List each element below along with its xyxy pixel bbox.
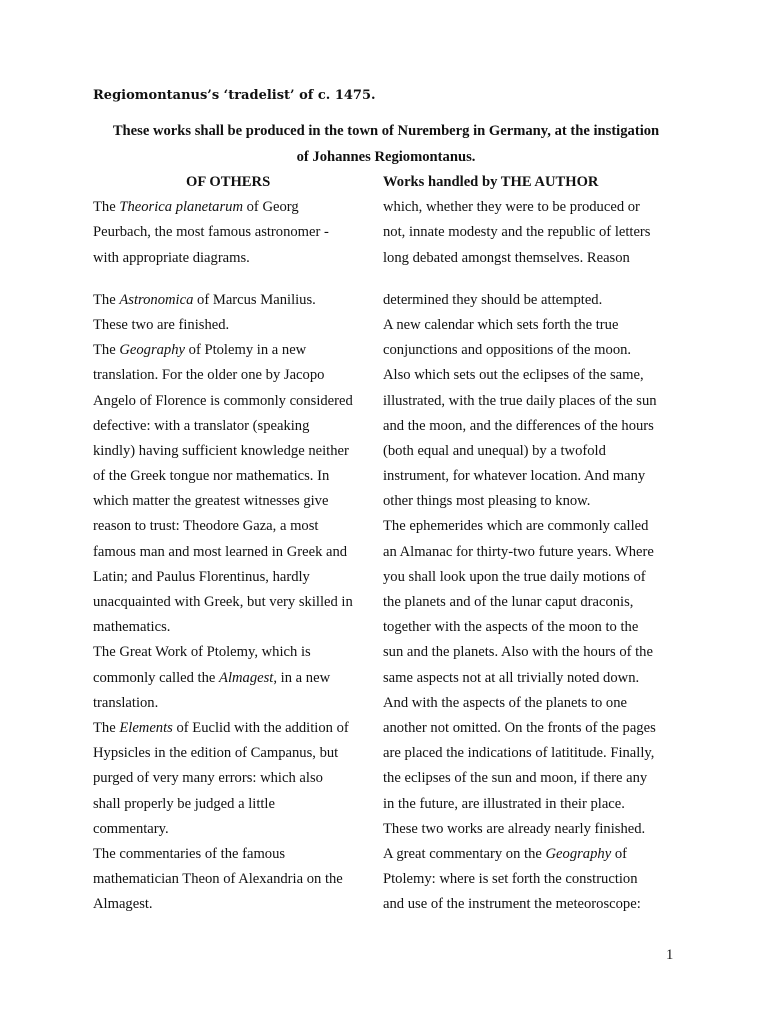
text-segment: These two are finished.: [93, 316, 230, 333]
text-segment: These two works are already nearly finished.: [383, 820, 646, 837]
text-line: [93, 792, 373, 817]
text-segment: together with the aspects of the moon to the: [383, 619, 639, 636]
text-line: [383, 666, 679, 691]
text-line: [383, 313, 679, 338]
left-column-header: OF OTHERS: [186, 174, 271, 190]
text-segment: The Great Work of Ptolemy, which is: [93, 644, 311, 661]
text-line: [93, 414, 373, 439]
text-line: [93, 565, 373, 590]
text-segment: of the Greek tongue nor mathematics. In: [93, 468, 330, 485]
text-segment: you shall look upon the true daily motions of: [383, 568, 646, 585]
text-segment: of Euclid with the addition of: [172, 719, 349, 736]
text-line: [93, 640, 373, 665]
text-segment: The: [93, 719, 120, 736]
text-segment: Elements: [119, 719, 173, 736]
left-column: [93, 170, 373, 917]
text-line: [93, 288, 373, 313]
text-segment: unacquainted with Greek, but very skilled in: [93, 594, 353, 610]
text-line: [383, 414, 679, 439]
text-segment: (both equal and unequal) by a twofold: [383, 442, 606, 459]
text-segment: sun and the planets. Also with the hours of the: [383, 644, 653, 661]
text-line: [93, 666, 373, 691]
text-line: [383, 363, 679, 388]
text-segment: are placed the indications of latititude. Finally,: [383, 745, 655, 762]
text-segment: mathematics.: [93, 619, 171, 636]
text-segment: of Ptolemy in a new: [185, 342, 307, 359]
document-heading: Regiomontanus’s ‘tradelist’ of c. 1475.: [93, 88, 376, 103]
text-line: [93, 489, 373, 514]
text-line: [93, 892, 373, 917]
text-line: [383, 640, 679, 665]
text-line: [383, 220, 679, 245]
text-line: [383, 590, 679, 615]
text-segment: another not omitted. On the fronts of the pages: [383, 719, 656, 736]
text-line: [93, 389, 373, 414]
text-segment: Almagest: [219, 669, 274, 686]
text-line: [93, 741, 373, 766]
text-segment: of Marcus Manilius.: [193, 291, 316, 308]
text-segment: Hypsicles in the edition of Campanus, but: [93, 745, 339, 762]
text-segment: The: [93, 342, 120, 359]
text-line: [93, 439, 373, 464]
text-line: [383, 195, 679, 220]
text-line: [383, 464, 679, 489]
text-segment: with appropriate diagrams.: [93, 249, 250, 266]
text-segment: Almagest.: [93, 896, 153, 913]
text-line: [93, 691, 373, 716]
text-line: [383, 842, 679, 867]
text-line: [93, 716, 373, 741]
text-segment: Angelo of Florence is commonly considered: [93, 392, 353, 409]
text-segment: commentary.: [93, 820, 169, 837]
text-line: [93, 540, 373, 565]
text-line: [383, 867, 679, 892]
right-column-header: Works handled by THE AUTHOR: [383, 174, 599, 190]
text-segment: The: [93, 291, 120, 308]
right-column-block-1: [383, 195, 679, 271]
text-segment: Geography: [119, 342, 186, 359]
text-segment: And with the aspects of the planets to one: [383, 694, 627, 711]
text-segment: the eclipses of the sun and moon, if there any: [383, 770, 648, 787]
text-segment: translation.: [93, 694, 159, 711]
left-column-block-2: [93, 288, 373, 918]
text-segment: translation. For the older one by Jacopo: [93, 367, 325, 384]
text-segment: long debated amongst themselves. Reason: [383, 249, 630, 266]
text-line: [93, 514, 373, 539]
intro-line: These works shall be produced in the town of Nuremberg in Germany, at the instigation: [112, 123, 660, 139]
text-segment: purged of very many errors: which also: [93, 770, 323, 787]
text-segment: Theorica planetarum: [119, 199, 243, 216]
text-segment: not, innate modesty and the republic of letters: [383, 224, 651, 241]
text-segment: Geography: [545, 845, 612, 862]
text-line: [383, 246, 679, 271]
text-segment: Astronomica: [119, 291, 194, 308]
left-column-block-1: [93, 195, 373, 271]
text-line: [383, 792, 679, 817]
text-line: [383, 540, 679, 565]
text-line: [93, 338, 373, 363]
text-line: [383, 741, 679, 766]
text-segment: of: [611, 845, 627, 862]
text-segment: the planets and of the lunar caput draconis,: [383, 594, 634, 610]
right-column-block-2: [383, 288, 679, 918]
text-segment: , in a new: [273, 669, 331, 686]
text-segment: kindly) having sufficient knowledge neither: [93, 442, 349, 459]
text-line: [383, 615, 679, 640]
text-line: [93, 615, 373, 640]
text-segment: of Georg: [242, 199, 299, 216]
text-line: [93, 220, 373, 245]
text-segment: A great commentary on the: [383, 845, 546, 862]
text-line: [383, 514, 679, 539]
text-segment: Also which sets out the eclipses of the same,: [383, 367, 644, 384]
text-segment: shall properly be judged a little: [93, 795, 275, 812]
text-line: [383, 892, 679, 917]
text-segment: commonly called the: [93, 669, 220, 686]
text-line: [383, 716, 679, 741]
text-segment: The ephemerides which are commonly called: [383, 518, 649, 535]
text-line: [93, 246, 373, 271]
text-segment: and the moon, and the differences of the hours: [383, 417, 654, 434]
text-line: [93, 363, 373, 388]
text-line: [383, 565, 679, 590]
text-segment: reason to trust: Theodore Gaza, a most: [93, 518, 319, 535]
text-segment: and use of the instrument the meteoroscope:: [383, 896, 641, 913]
text-line: [383, 489, 679, 514]
text-line: [93, 842, 373, 867]
text-segment: determined they should be attempted.: [383, 291, 603, 308]
text-line: [93, 766, 373, 791]
intro-line: of Johannes Regiomontanus.: [296, 148, 476, 165]
text-segment: mathematician Theon of Alexandria on the: [93, 871, 343, 888]
text-segment: The: [93, 199, 120, 216]
text-segment: Peurbach, the most famous astronomer -: [93, 224, 329, 241]
text-segment: A new calendar which sets forth the true: [383, 316, 619, 333]
right-column: [383, 170, 679, 917]
text-segment: defective: with a translator (speaking: [93, 417, 310, 434]
text-line: [93, 590, 373, 615]
text-segment: which matter the greatest witnesses give: [93, 493, 329, 510]
text-line: [383, 288, 679, 313]
text-line: [383, 439, 679, 464]
text-segment: which, whether they were to be produced or: [383, 199, 640, 216]
text-segment: instrument, for whatever location. And many: [383, 468, 646, 485]
text-line: [383, 338, 679, 363]
text-line: [383, 389, 679, 414]
text-segment: illustrated, with the true daily places of the sun: [383, 392, 657, 409]
text-segment: same aspects not at all trivially noted down.: [383, 669, 640, 686]
text-line: [93, 313, 373, 338]
text-segment: other things most pleasing to know.: [383, 493, 591, 510]
text-segment: conjunctions and oppositions of the moon.: [383, 342, 632, 359]
text-segment: famous man and most learned in Greek and: [93, 543, 348, 560]
text-line: [383, 691, 679, 716]
text-line: [93, 195, 373, 220]
text-line: [383, 766, 679, 791]
text-line: [93, 817, 373, 842]
text-segment: Ptolemy: where is set forth the construction: [383, 871, 638, 888]
intro-paragraph: [93, 119, 679, 170]
text-segment: an Almanac for thirty-two future years. Where: [383, 543, 654, 560]
text-segment: in the future, are illustrated in their place.: [383, 795, 625, 812]
text-segment: The commentaries of the famous: [93, 845, 286, 862]
text-line: [383, 817, 679, 842]
text-segment: Latin; and Paulus Florentinus, hardly: [93, 568, 310, 585]
text-line: [93, 464, 373, 489]
text-line: [93, 867, 373, 892]
page-number: 1: [666, 947, 674, 963]
